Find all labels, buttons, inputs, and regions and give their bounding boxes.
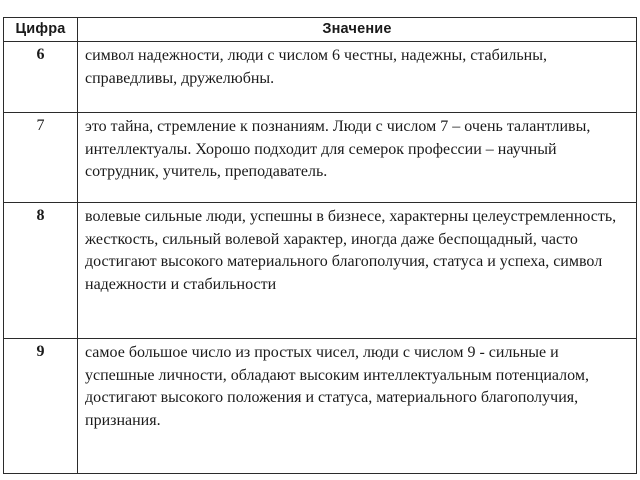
meaning-cell: символ надежности, люди с числом 6 честны, надежны, стабильны, справедливы, дружелюбны.: [78, 42, 637, 113]
meaning-cell: волевые сильные люди, успешны в бизнесе, характерны целеустремленность, жесткость, сильный волевой характер, иногда даже беспощадный, часто достигают высокого материального благополучия, статуса и успеха, символ надежности и стабильности: [78, 203, 637, 339]
numerology-table: [3, 17, 637, 474]
header-meaning: Значение: [78, 18, 637, 42]
digit-cell: 6: [4, 42, 78, 113]
header-digit: Цифра: [4, 18, 78, 42]
digit-cell: 9: [4, 339, 78, 474]
table-row: [4, 42, 637, 113]
table-header-row: [4, 18, 637, 42]
table-row: [4, 203, 637, 339]
table-row: [4, 113, 637, 203]
digit-cell: 8: [4, 203, 78, 339]
table-row: [4, 339, 637, 474]
digit-cell: 7: [4, 113, 78, 203]
meaning-cell: это тайна, стремление к познаниям. Люди с числом 7 – очень талантливы, интеллектуалы. Хорошо подходит для семерок профессии – научный сотрудник, учитель, преподаватель.: [78, 113, 637, 203]
meaning-cell: самое большое число из простых чисел, люди с числом 9 - сильные и успешные личности, обладают высоким интеллектуальным потенциалом, достигают высокого положения и статуса, материального благополучия, признания.: [78, 339, 637, 474]
